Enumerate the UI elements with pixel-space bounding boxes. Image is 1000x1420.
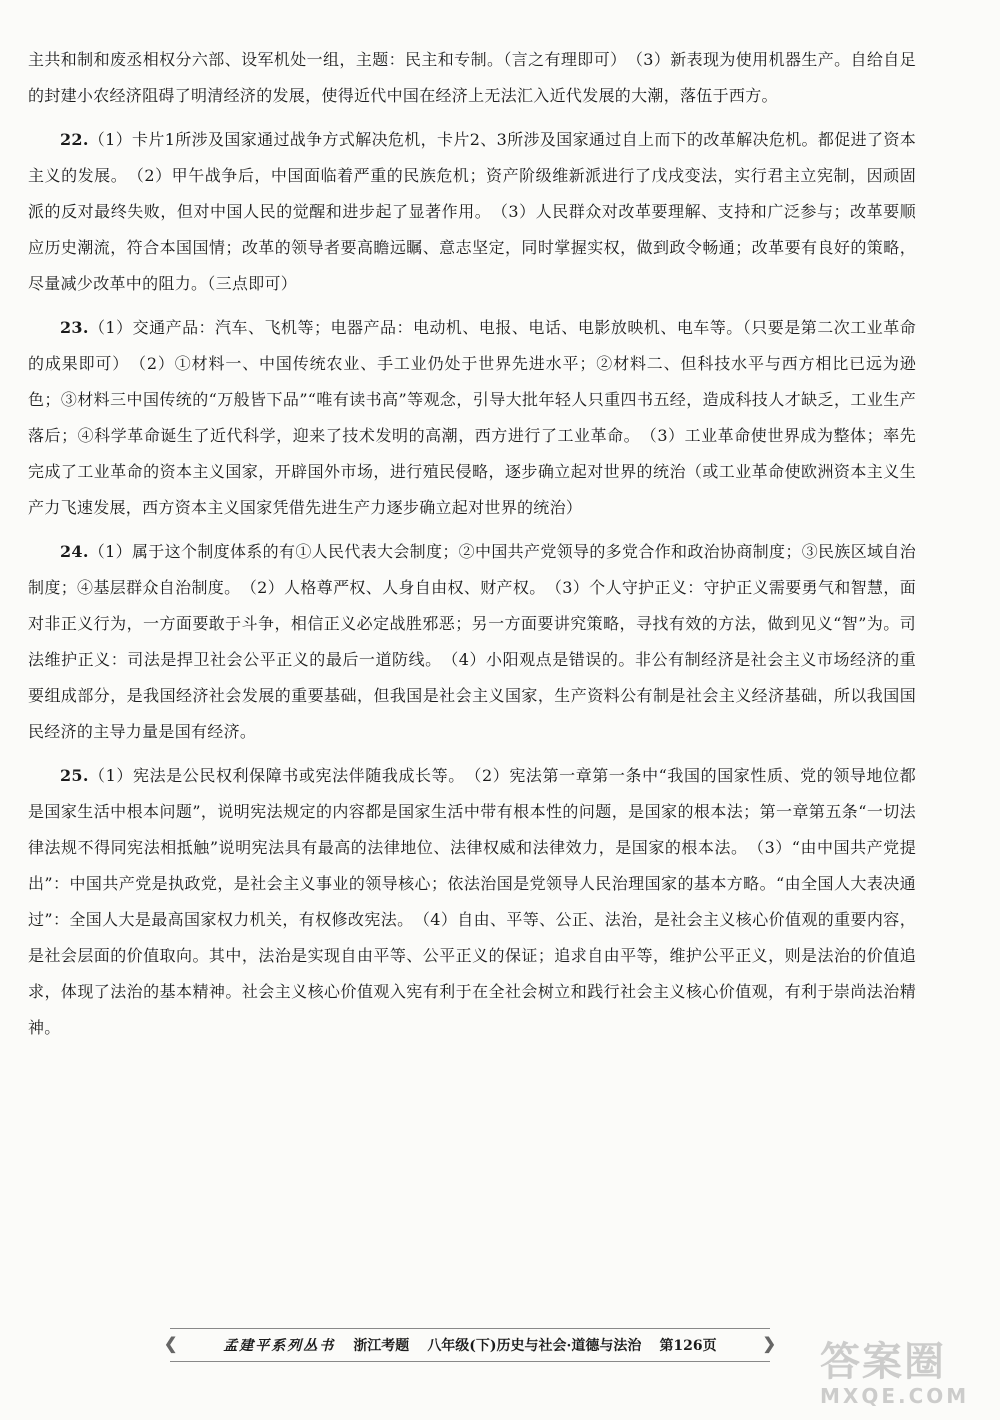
paragraph-text: （1）宪法是公民权利保障书或宪法伴随我成长等。 （2）宪法第一章第一条中“我国的国家性质、党的领导地位都是国家生活中根本问题”，说明宪法规定的内容都是国家生活中带有根本性的问题，是国家的根本法；第一章第五条“一切法律法规不得同宪法相抵触”说明宪法具有最高的法律地位、法律权威和法律效力，是国家的根本法。 （3）“由中国共产党提出”：中国共产党是执政党，是社会主义事业的领导核心；依法治国是党领导人民治理国家的基本方略。“由全国人大表决通过”：全国人大是最高国家权力机关，有权修改宪法。 （4）自由、平等、公正、法治，是社会主义核心价值观的重要内容，是社会层面的价值取向。其中，法治是实现自由平等、公平正义的保证；追求自由平等，维护公平正义，则是法治的价值追求，体现了法治的基本精神。社会主义核心价值观入宪有利于在全社会树立和践行社会主义核心价值观，有利于崇尚法治精神。: [28, 766, 916, 1037]
answer-paragraph-continued: [28, 42, 916, 114]
watermark-url: MXQE.COM: [820, 1384, 970, 1408]
question-number: 24.: [60, 542, 89, 561]
page-footer: [164, 1328, 776, 1362]
grade-subject: 八年级(下)历史与社会·道德与法治: [427, 1338, 642, 1354]
paragraph-text: （1）卡片1所涉及国家通过战争方式解决危机，卡片2、3所涉及国家通过自上而下的改革解决危机。都促进了资本主义的发展。 （2）甲午战争后，中国面临着严重的民族危机；资产阶级维新派进行了戊戌变法，实行君主立宪制，因顽固派的反对最终失败，但对中国人民的觉醒和进步起了显著作用。 （3）人民群众对改革要理解、支持和广泛参与；改革要顺应历史潮流，符合本国国情；改革的领导者要高瞻远瞩、意志坚定，同时掌握实权，做到政令畅通；改革要有良好的策略，尽量减少改革中的阻力。（三点即可）: [28, 130, 916, 293]
answer-paragraph-24: [28, 534, 916, 750]
paragraph-text: （1）属于这个制度体系的有①人民代表大会制度；②中国共产党领导的多党合作和政治协商制度；③民族区域自治制度；④基层群众自治制度。 （2）人格尊严权、人身自由权、财产权。 （3）个人守护正义：守护正义需要勇气和智慧，面对非正义行为，一方面要敢于斗争，相信正义必定战胜邪恶；另一方面要讲究策略，寻找有效的方法，做到见义“智”为。司法维护正义：司法是捍卫社会公平正义的最后一道防线。 （4）小阳观点是错误的。非公有制经济是社会主义市场经济的重要组成部分，是我国经济社会发展的重要基础，但我国是社会主义国家，生产资料公有制是社会主义经济基础，所以我国国民经济的主导力量是国有经济。: [28, 542, 916, 741]
ornament-right-icon: ❯: [762, 1334, 776, 1353]
paragraph-text: （1）交通产品：汽车、飞机等；电器产品：电动机、电报、电话、电影放映机、电车等。（只要是第二次工业革命的成果即可） （2）①材料一、中国传统农业、手工业仍处于世界先进水平；②材料二、但科技水平与西方相比已远为逊色；③材料三中国传统的“万般皆下品”“唯有读书高”等观念，引导大批年轻人只重四书五经，造成科技人才缺乏，工业生产落后；④科学革命诞生了近代科学，迎来了技术发明的高潮，西方进行了工业革命。 （3）工业革命使世界成为整体；率先完成了工业革命的资本主义国家，开辟国外市场，进行殖民侵略，逐步确立起对世界的统治（或工业革命使欧洲资本主义生产力飞速发展，西方资本主义国家凭借先进生产力逐步确立起对世界的统治）: [28, 318, 916, 517]
question-number: 22.: [60, 130, 89, 149]
answer-paragraph-23: [28, 310, 916, 526]
paragraph-text: 主共和制和废丞相权分六部、设军机处一组，主题：民主和专制。（言之有理即可） （3）新表现为使用机器生产。自给自足的封建小农经济阻碍了明清经济的发展，使得近代中国在经济上无法汇入近代发展的大潮，落伍于西方。: [28, 50, 916, 105]
answer-paragraph-25: [28, 758, 916, 1046]
footer-rule-bottom: [170, 1361, 770, 1362]
page-number: 第126页: [659, 1338, 717, 1354]
answer-paragraph-22: [28, 122, 916, 302]
exam-name: 浙江考题: [353, 1338, 410, 1354]
question-number: 25.: [60, 766, 89, 785]
question-number: 23.: [60, 318, 89, 337]
watermark-main: 答案圈: [820, 1338, 946, 1385]
answer-content: [28, 42, 916, 1054]
book-series: 孟建平系列丛书: [223, 1338, 336, 1354]
ornament-left-icon: ❮: [164, 1334, 178, 1353]
watermark-logo: [820, 1340, 990, 1412]
footer-rule-top: [170, 1328, 770, 1329]
